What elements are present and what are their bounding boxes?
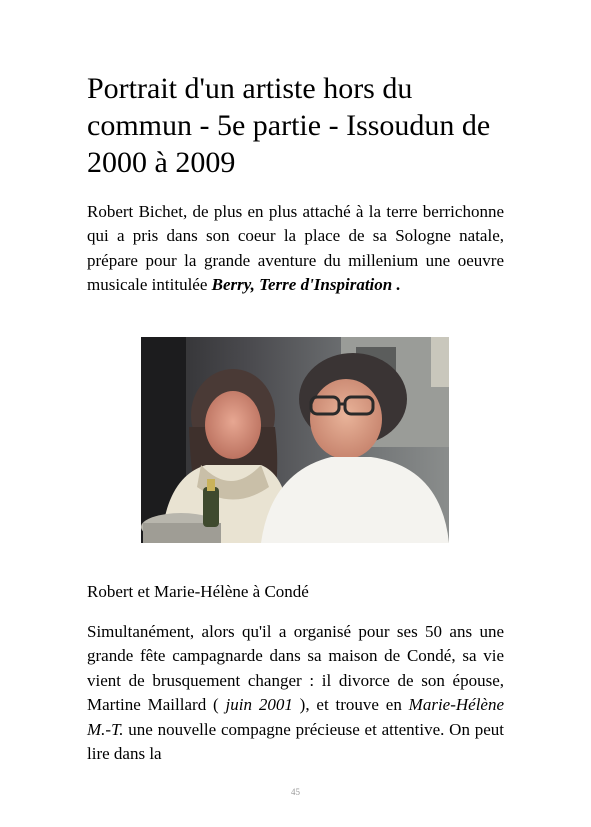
intro-paragraph <box>87 200 504 298</box>
page-title: Portrait d'un artiste hors du commun - 5e partie - Issoudun de 2000 à 2009 <box>87 72 491 179</box>
couple-photo <box>141 337 449 543</box>
intro-end: . <box>392 275 401 295</box>
body-text-a: Simultanément, alors qu'il a organisé pour ses 50 ans une grande fête campagnarde dans sa maison de Condé, sa vie vient de brusquement changer : il divorce de son épouse, Martine Maillard ( <box>87 622 504 715</box>
divorce-date: juin 2001 <box>225 695 293 715</box>
body-paragraph <box>87 620 504 766</box>
work-title: Berry, Terre d'Inspiration <box>211 275 393 295</box>
body-text-c: une nouvelle compagne précieuse et attentive. On peut lire dans la <box>87 719 504 764</box>
intro-text: Robert Bichet, de plus en plus attaché à la terre berrichonne qui a pris dans son coeur la place de sa Sologne natale, prépare pour la grande aventure du millenium une oeuvre musicale intitulée <box>87 202 504 295</box>
page-number: 45 <box>291 787 300 797</box>
companion-name: Marie-Hélène M.-T. <box>87 695 505 739</box>
photo-caption: Robert et Marie-Hélène à Condé <box>87 582 309 601</box>
body-text-b: ), et trouve en <box>292 695 409 715</box>
